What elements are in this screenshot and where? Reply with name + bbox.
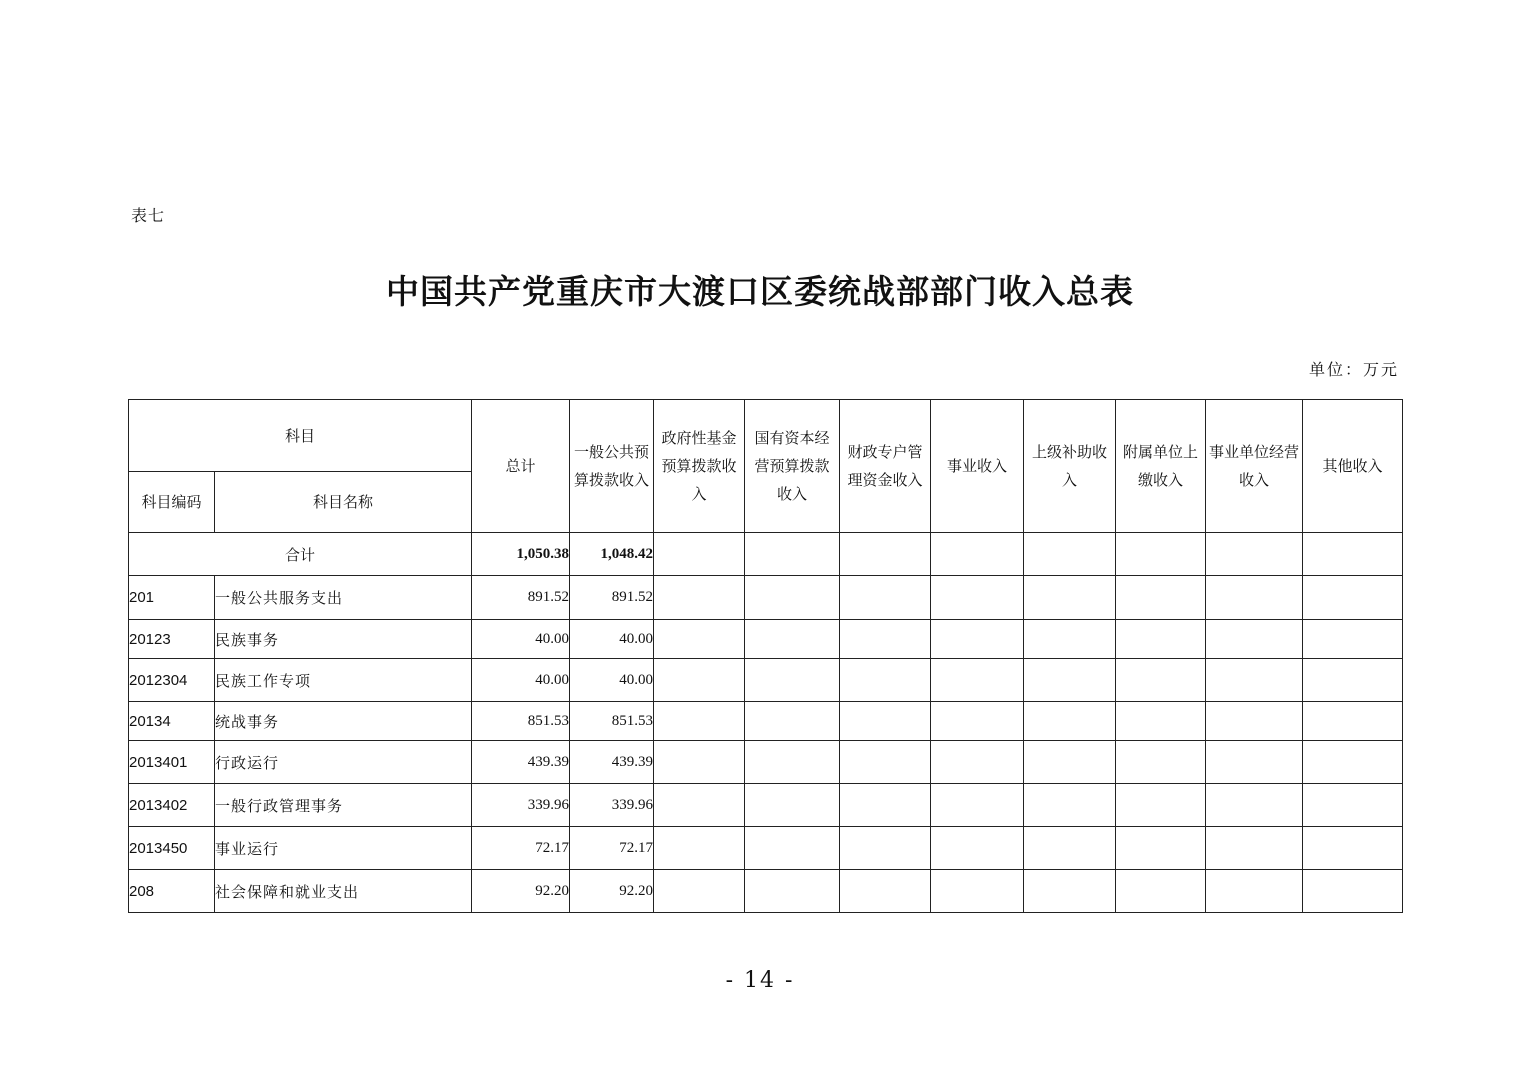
empty-cell bbox=[931, 533, 1024, 576]
empty-cell bbox=[745, 576, 840, 620]
header-business-operating-income: 事业单位经营收入 bbox=[1206, 400, 1303, 533]
empty-cell bbox=[1206, 659, 1303, 702]
empty-cell bbox=[1024, 620, 1116, 659]
table-row bbox=[129, 784, 1403, 827]
empty-cell bbox=[931, 870, 1024, 913]
empty-cell bbox=[1116, 533, 1206, 576]
empty-cell bbox=[840, 533, 931, 576]
table-row bbox=[129, 827, 1403, 870]
row-general-public-budget: 891.52 bbox=[570, 576, 654, 620]
empty-cell bbox=[1024, 576, 1116, 620]
empty-cell bbox=[931, 827, 1024, 870]
empty-cell bbox=[1206, 620, 1303, 659]
empty-cell bbox=[654, 533, 745, 576]
table-body bbox=[129, 533, 1403, 913]
empty-cell bbox=[931, 784, 1024, 827]
empty-cell bbox=[1024, 870, 1116, 913]
empty-cell bbox=[1303, 620, 1403, 659]
empty-cell bbox=[840, 784, 931, 827]
row-total: 891.52 bbox=[472, 576, 570, 620]
empty-cell bbox=[745, 659, 840, 702]
empty-cell bbox=[654, 870, 745, 913]
row-general-public-budget: 92.20 bbox=[570, 870, 654, 913]
row-general-public-budget: 40.00 bbox=[570, 620, 654, 659]
empty-cell bbox=[1206, 741, 1303, 784]
empty-cell bbox=[1024, 827, 1116, 870]
empty-cell bbox=[840, 659, 931, 702]
empty-cell bbox=[1116, 702, 1206, 741]
header-business-income: 事业收入 bbox=[931, 400, 1024, 533]
header-subject-name: 科目名称 bbox=[215, 472, 472, 533]
empty-cell bbox=[745, 827, 840, 870]
table-label: 表七 bbox=[131, 206, 166, 225]
empty-cell bbox=[840, 702, 931, 741]
empty-cell bbox=[1116, 784, 1206, 827]
empty-cell bbox=[1303, 533, 1403, 576]
row-total: 40.00 bbox=[472, 659, 570, 702]
income-summary-table bbox=[128, 399, 1403, 913]
header-fiscal-special-fund: 财政专户管理资金收入 bbox=[840, 400, 931, 533]
total-row-label: 合计 bbox=[129, 533, 472, 576]
table-row bbox=[129, 620, 1403, 659]
page-title: 中国共产党重庆市大渡口区委统战部部门收入总表 bbox=[386, 272, 1134, 311]
row-name: 民族事务 bbox=[215, 620, 472, 659]
empty-cell bbox=[1206, 576, 1303, 620]
empty-cell bbox=[1116, 870, 1206, 913]
row-code: 201 bbox=[129, 576, 215, 620]
empty-cell bbox=[931, 741, 1024, 784]
empty-cell bbox=[1116, 827, 1206, 870]
row-code: 2013402 bbox=[129, 784, 215, 827]
empty-cell bbox=[1116, 576, 1206, 620]
empty-cell bbox=[745, 533, 840, 576]
row-name: 一般公共服务支出 bbox=[215, 576, 472, 620]
row-general-public-budget: 339.96 bbox=[570, 784, 654, 827]
header-subject-group: 科目 bbox=[129, 400, 472, 472]
empty-cell bbox=[1206, 827, 1303, 870]
empty-cell bbox=[1116, 620, 1206, 659]
header-superior-subsidy: 上级补助收入 bbox=[1024, 400, 1116, 533]
header-state-capital-budget: 国有资本经营预算拨款收入 bbox=[745, 400, 840, 533]
row-general-public-budget: 72.17 bbox=[570, 827, 654, 870]
empty-cell bbox=[745, 741, 840, 784]
empty-cell bbox=[931, 702, 1024, 741]
empty-cell bbox=[654, 620, 745, 659]
row-code: 20123 bbox=[129, 620, 215, 659]
empty-cell bbox=[840, 870, 931, 913]
header-other-income: 其他收入 bbox=[1303, 400, 1403, 533]
empty-cell bbox=[1116, 659, 1206, 702]
empty-cell bbox=[654, 659, 745, 702]
header-general-public-budget: 一般公共预算拨款收入 bbox=[570, 400, 654, 533]
empty-cell bbox=[1206, 870, 1303, 913]
empty-cell bbox=[654, 784, 745, 827]
empty-cell bbox=[1024, 702, 1116, 741]
total-row bbox=[129, 533, 1403, 576]
empty-cell bbox=[1206, 702, 1303, 741]
empty-cell bbox=[1303, 576, 1403, 620]
empty-cell bbox=[654, 576, 745, 620]
empty-cell bbox=[745, 870, 840, 913]
table-row bbox=[129, 702, 1403, 741]
empty-cell bbox=[931, 620, 1024, 659]
empty-cell bbox=[1024, 533, 1116, 576]
empty-cell bbox=[654, 702, 745, 741]
unit-label: 单位：万元 bbox=[1308, 360, 1399, 379]
row-code: 208 bbox=[129, 870, 215, 913]
row-name: 事业运行 bbox=[215, 827, 472, 870]
empty-cell bbox=[1303, 702, 1403, 741]
row-total: 92.20 bbox=[472, 870, 570, 913]
empty-cell bbox=[1024, 741, 1116, 784]
empty-cell bbox=[1206, 784, 1303, 827]
table-header bbox=[129, 400, 1403, 533]
empty-cell bbox=[745, 784, 840, 827]
row-total: 339.96 bbox=[472, 784, 570, 827]
empty-cell bbox=[745, 702, 840, 741]
empty-cell bbox=[1303, 659, 1403, 702]
empty-cell bbox=[745, 620, 840, 659]
row-code: 2013401 bbox=[129, 741, 215, 784]
table-row bbox=[129, 659, 1403, 702]
empty-cell bbox=[840, 741, 931, 784]
empty-cell bbox=[1303, 784, 1403, 827]
total-row-general-public-budget: 1,048.42 bbox=[570, 533, 654, 576]
empty-cell bbox=[931, 576, 1024, 620]
header-total: 总计 bbox=[472, 400, 570, 533]
header-row-1 bbox=[129, 400, 1403, 472]
empty-cell bbox=[1303, 741, 1403, 784]
empty-cell bbox=[840, 827, 931, 870]
row-general-public-budget: 439.39 bbox=[570, 741, 654, 784]
row-total: 72.17 bbox=[472, 827, 570, 870]
row-name: 民族工作专项 bbox=[215, 659, 472, 702]
header-government-fund-budget: 政府性基金预算拨款收入 bbox=[654, 400, 745, 533]
empty-cell bbox=[931, 659, 1024, 702]
empty-cell bbox=[840, 620, 931, 659]
empty-cell bbox=[1206, 533, 1303, 576]
empty-cell bbox=[1024, 784, 1116, 827]
empty-cell bbox=[1303, 870, 1403, 913]
table-row bbox=[129, 741, 1403, 784]
empty-cell bbox=[1024, 659, 1116, 702]
empty-cell bbox=[1116, 741, 1206, 784]
row-general-public-budget: 40.00 bbox=[570, 659, 654, 702]
header-subject-code: 科目编码 bbox=[129, 472, 215, 533]
row-code: 2012304 bbox=[129, 659, 215, 702]
row-name: 行政运行 bbox=[215, 741, 472, 784]
empty-cell bbox=[840, 576, 931, 620]
row-total: 439.39 bbox=[472, 741, 570, 784]
table-row bbox=[129, 870, 1403, 913]
total-row-total: 1,050.38 bbox=[472, 533, 570, 576]
empty-cell bbox=[654, 741, 745, 784]
row-total: 40.00 bbox=[472, 620, 570, 659]
empty-cell bbox=[1303, 827, 1403, 870]
row-total: 851.53 bbox=[472, 702, 570, 741]
page-number: - 14 - bbox=[725, 968, 795, 993]
row-general-public-budget: 851.53 bbox=[570, 702, 654, 741]
row-name: 社会保障和就业支出 bbox=[215, 870, 472, 913]
header-affiliated-unit-payment: 附属单位上缴收入 bbox=[1116, 400, 1206, 533]
row-code: 2013450 bbox=[129, 827, 215, 870]
empty-cell bbox=[654, 827, 745, 870]
table-row bbox=[129, 576, 1403, 620]
row-code: 20134 bbox=[129, 702, 215, 741]
row-name: 统战事务 bbox=[215, 702, 472, 741]
row-name: 一般行政管理事务 bbox=[215, 784, 472, 827]
